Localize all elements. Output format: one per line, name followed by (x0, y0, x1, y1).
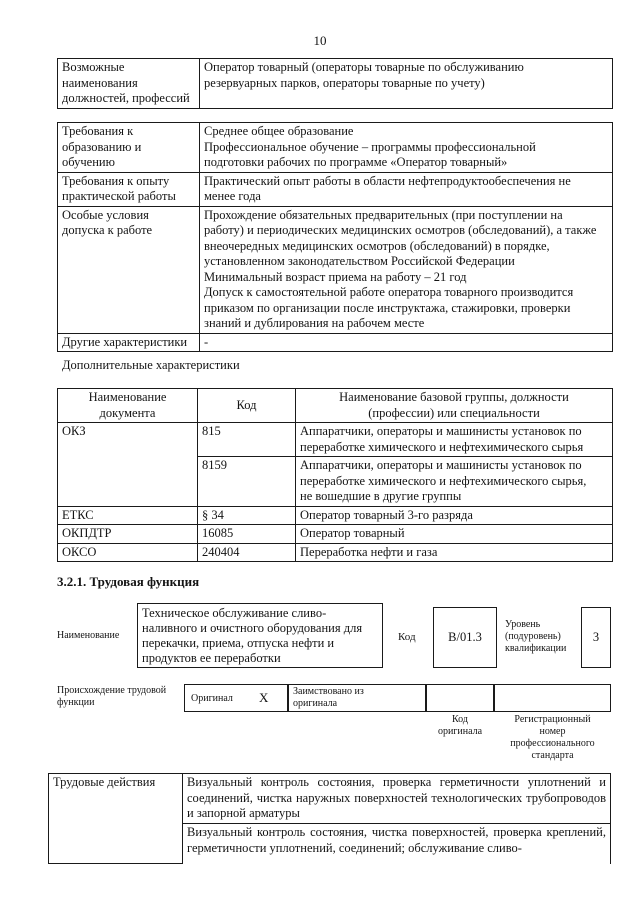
origin-code-box (426, 684, 494, 712)
table-row-code: 240404 (198, 543, 296, 562)
labor-actions-label: Трудовые действия (49, 774, 183, 864)
experience-value: Практический опыт работы в области нефтепродуктообеспечения не менее года (200, 172, 613, 206)
code-value-box (433, 607, 497, 668)
original-label: Оригинал (191, 693, 233, 704)
header-group-name: Наименование базовой группы, должности (профессии) или специальности (296, 389, 613, 423)
origin-label: Происхождение трудовой функции (57, 685, 167, 708)
labor-function-heading: 3.2.1. Трудовая функция (57, 574, 200, 589)
table-row-doc: ОКСО (58, 543, 198, 562)
table-row-code: 16085 (198, 525, 296, 544)
education-label: Требования к образованию и обучению (58, 123, 200, 173)
level-value-box (581, 607, 611, 668)
table-row-name: Аппаратчики, операторы и машинисты установок по переработке химического и нефтехимического сырья, не вошедшие в другие группы (296, 457, 613, 507)
special-conditions-value: Прохождение обязательных предварительных (при поступлении на работу) и периодических медицинских осмотров (обследований), а также внеочередных медицинских осмотров (обследований) в порядке, установленном законодательством Российской Федерации Минимальный возраст приема на работу – 21 год Допуск к самостоятельной работе оператора товарного производится приказом по организации после инструктажа, стажировки, проверки знаний и дублирования на рабочем месте (200, 206, 613, 333)
origin-code-caption: Код оригинала (437, 714, 483, 737)
table-row-doc: ОКЗ (58, 423, 198, 507)
table-row-code: 815 (198, 423, 296, 457)
table-row-doc: ОКПДТР (58, 525, 198, 544)
code-label: Код (398, 631, 416, 643)
labor-action-item: Визуальный контроль состояния, проверка герметичности уплотнений и соединений, чистка наружных поверхностей технологических трубопроводов и запорной арматуры (183, 774, 611, 824)
table-row-doc: ЕТКС (58, 506, 198, 525)
table-row-code: 8159 (198, 457, 296, 507)
requirements-table (57, 122, 613, 352)
experience-label: Требования к опыту практической работы (58, 172, 200, 206)
labor-action-item: Визуальный контроль состояния, чистка поверхностей, проверка креплений, герметичности уплотнений, соединений; обслуживание сливо- (183, 824, 611, 864)
level-label: Уровень (подуровень) квалификации (505, 619, 567, 654)
additional-table (57, 388, 613, 562)
other-characteristics-value: - (200, 333, 613, 352)
education-value: Среднее общее образование Профессиональное обучение – программы профессиональной подготовки рабочих по программе «Оператор товарный» (200, 123, 613, 173)
table-row-name: Оператор товарный 3-го разряда (296, 506, 613, 525)
job-titles-table (57, 58, 613, 109)
header-document: Наименование документа (58, 389, 198, 423)
reg-number-caption: Регистрационный номер профессионального стандарта (510, 714, 595, 761)
name-value-box: Техническое обслуживание сливо- наливного и очистного оборудования для перекачки, приема, отпуска нефти и продуктов ее переработки (137, 603, 383, 668)
code-value: B/01.3 (448, 630, 482, 644)
labor-actions-table (48, 773, 611, 864)
header-code: Код (198, 389, 296, 423)
origin-box-original (184, 684, 288, 712)
additional-title: Дополнительные характеристики (62, 358, 240, 372)
table-row-name: Переработка нефти и газа (296, 543, 613, 562)
job-titles-label: Возможные наименования должностей, профессий (58, 59, 200, 109)
reg-number-box (494, 684, 611, 712)
job-titles-value: Оператор товарный (операторы товарные по обслуживанию резервуарных парков, операторы товарные по учету) (200, 59, 613, 109)
other-characteristics-label: Другие характеристики (58, 333, 200, 352)
name-label: Наименование (57, 630, 120, 641)
table-row-name: Оператор товарный (296, 525, 613, 544)
level-value: 3 (592, 630, 600, 644)
special-conditions-label: Особые условия допуска к работе (58, 206, 200, 333)
borrowed-label: Заимствовано из оригинала (288, 684, 426, 712)
table-row-code: § 34 (198, 506, 296, 525)
table-row-name: Аппаратчики, операторы и машинисты установок по переработке химического и нефтехимического сырья (296, 423, 613, 457)
original-mark: X (259, 690, 269, 705)
page-number: 10 (313, 33, 327, 48)
